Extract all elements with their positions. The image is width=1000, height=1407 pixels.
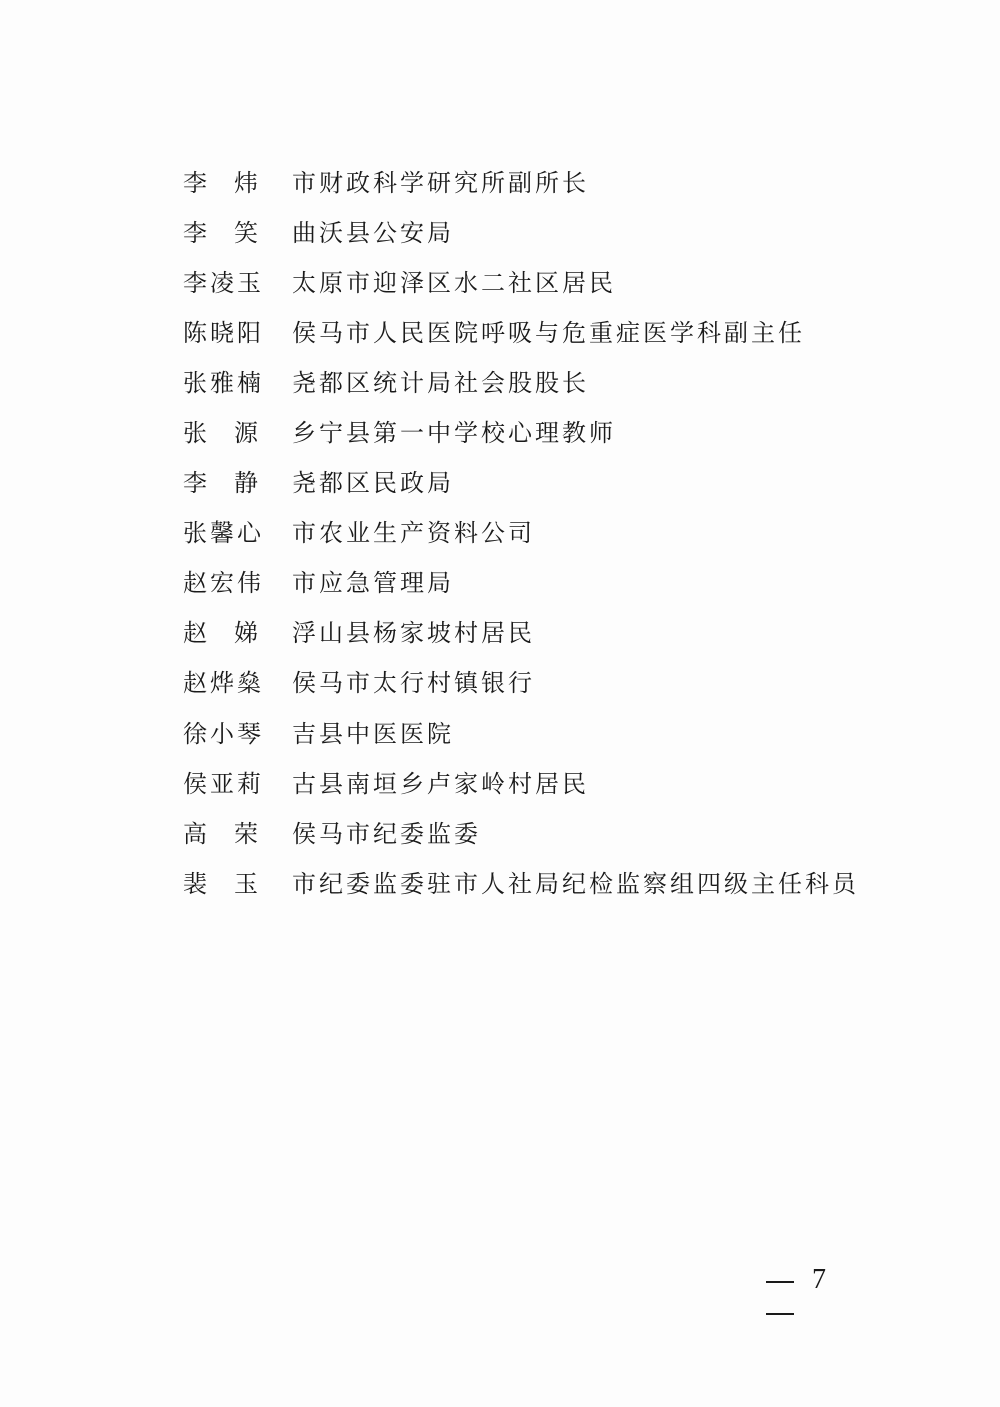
list-item [183,806,903,856]
person-affiliation: 古县南垣乡卢家岭村居民 [292,769,589,798]
list-item [183,255,903,305]
person-affiliation: 尧都区统计局社会股股长 [292,368,589,397]
list-item [183,656,903,706]
person-name: 李 炜 [183,168,261,197]
name-list [183,155,903,906]
list-item [183,606,903,656]
person-name: 裴 玉 [183,869,261,898]
person-name: 李 静 [183,469,261,498]
list-item [183,506,903,556]
person-affiliation: 侯马市太行村镇银行 [292,669,535,698]
list-item [183,706,903,756]
person-affiliation: 太原市迎泽区水二社区居民 [292,268,616,297]
list-item [183,456,903,506]
person-name: 徐 小 琴 [183,719,264,748]
person-affiliation: 市应急管理局 [292,569,454,598]
person-name: 赵 宏 伟 [183,569,264,598]
list-item [183,405,903,455]
list-item [183,355,903,405]
list-item [183,556,903,606]
person-name: 张 馨 心 [183,519,264,548]
person-name: 侯 亚 莉 [183,769,264,798]
person-affiliation: 乡宁县第一中学校心理教师 [292,419,616,448]
person-affiliation: 尧都区民政局 [292,469,454,498]
person-name: 赵 烨 燊 [183,669,264,698]
list-item [183,205,903,255]
person-affiliation: 浮山县杨家坡村居民 [292,619,535,648]
person-affiliation: 侯马市纪委监委 [292,819,481,848]
person-name: 张 雅 楠 [183,368,264,397]
person-name: 高 荣 [183,819,261,848]
list-item [183,756,903,806]
person-affiliation: 侯马市人民医院呼吸与危重症医学科副主任 [292,318,805,347]
dash-left-icon [766,1281,794,1283]
person-affiliation: 市纪委监委驻市人社局纪检监察组四级主任科员 [292,869,859,898]
list-item [183,856,903,906]
list-item [183,155,903,205]
person-name: 李 笑 [183,218,261,247]
person-affiliation: 市农业生产资料公司 [292,519,535,548]
person-name: 赵 娣 [183,619,261,648]
person-affiliation: 市财政科学研究所副所长 [292,168,589,197]
person-affiliation: 曲沃县公安局 [292,218,454,247]
person-affiliation: 吉县中医医院 [292,719,454,748]
dash-right-icon [766,1313,794,1315]
page-number: 7 [812,1264,828,1295]
person-name: 陈 晓 阳 [183,318,264,347]
list-item [183,305,903,355]
person-name: 李 凌 玉 [183,268,264,297]
page-number-footer [766,1264,866,1328]
person-name: 张 源 [183,419,261,448]
